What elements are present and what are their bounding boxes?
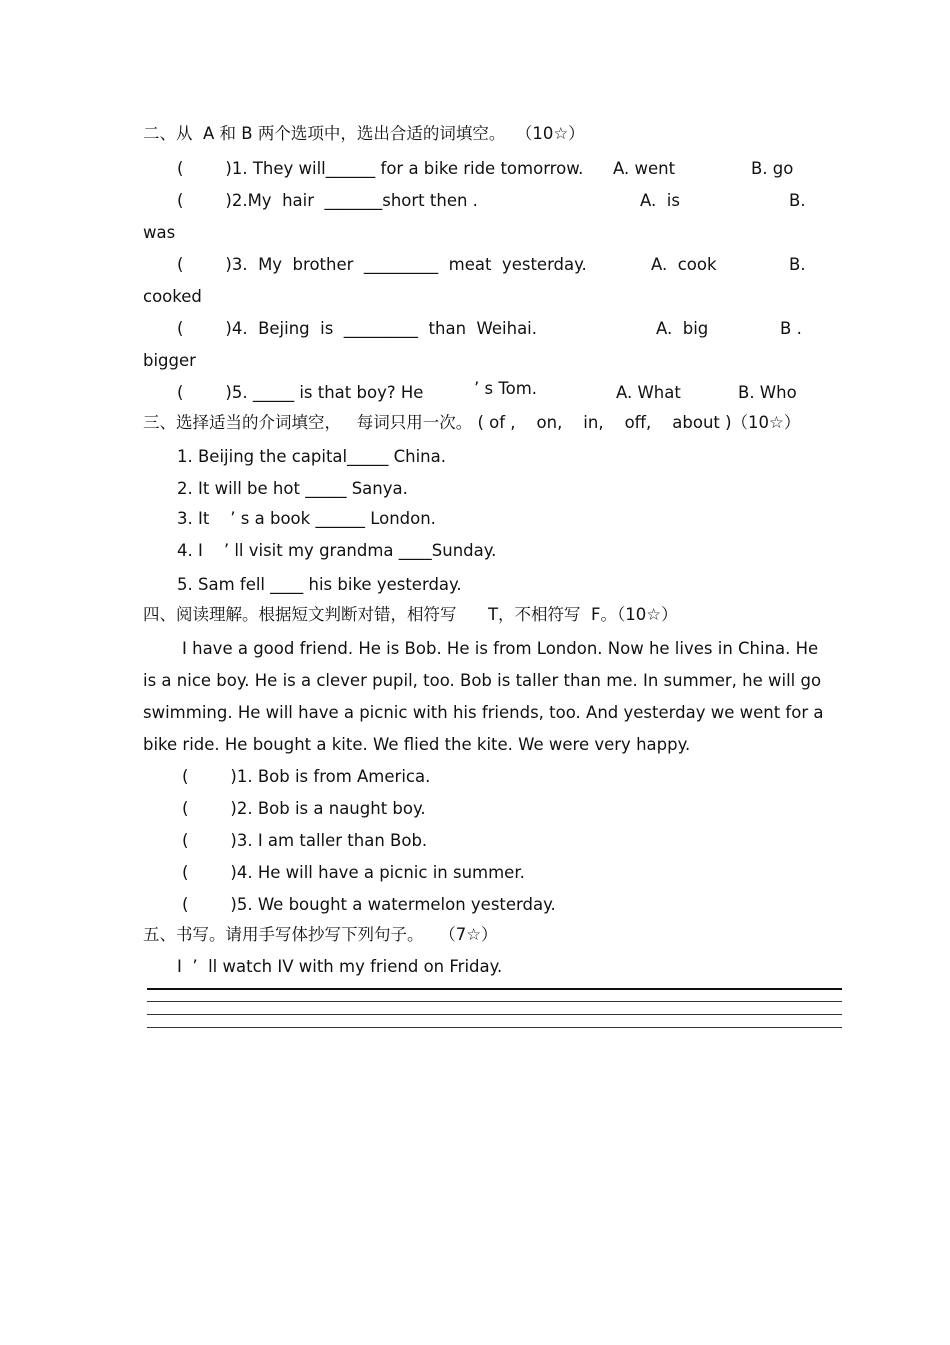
section4-question-2: ( )2. Bob is a naught boy. (182, 799, 426, 818)
section2-question-2: ( )2.My hair _______short then . (177, 191, 478, 210)
section3-item-1: 1. Beijing the capital_____ China. (177, 447, 446, 466)
section2-question-5-option-b: B. Who (738, 383, 797, 402)
section2-question-5-continuation: ’ s Tom. (474, 379, 538, 398)
section2-question-3-option-a: A. cook (651, 255, 717, 274)
section2-heading: 二、从 A 和 B 两个选项中，选出合适的词填空。 （10☆） (143, 124, 585, 143)
handwriting-line-upper (147, 1001, 842, 1002)
section4-question-1: ( )1. Bob is from America. (182, 767, 431, 786)
section4-question-5: ( )5. We bought a watermelon yesterday. (182, 895, 556, 914)
section2-question-4-option-a: A. big (656, 319, 709, 338)
reading-passage-line-4: bike ride. He bought a kite. We flied the kite. We were very happy. (143, 735, 691, 754)
section2-question-2-option-b: B. (789, 191, 806, 210)
reading-passage-line-3: swimming. He will have a picnic with his friends, too. And yesterday we went for a (143, 703, 824, 722)
section2-question-1-option-a: A. went (613, 159, 676, 178)
section3-heading: 三、选择适当的介词填空， 每词只用一次。 ( of , on, in, off, about )（10☆） (143, 413, 801, 432)
section2-question-2-option-b-wrap: was (143, 223, 176, 242)
section2-question-1: ( )1. They will______ for a bike ride tomorrow. (177, 159, 584, 178)
section5-copy-sentence: I ’ ll watch IV with my friend on Friday. (177, 957, 503, 976)
section2-question-4: ( )4. Bejing is _________ than Weihai. (177, 319, 538, 338)
handwriting-line-middle (147, 1014, 842, 1015)
section4-question-3: ( )3. I am taller than Bob. (182, 831, 428, 850)
section3-item-5: 5. Sam fell ____ his bike yesterday. (177, 575, 462, 594)
section3-item-2: 2. It will be hot _____ Sanya. (177, 479, 408, 498)
section5-heading: 五、书写。请用手写体抄写下列句子。 （7☆） (143, 925, 498, 944)
section3-item-3: 3. It ’ s a book ______ London. (177, 509, 436, 528)
section2-question-2-option-a: A. is (640, 191, 680, 210)
section4-heading: 四、阅读理解。根据短文判断对错，相符写 T，不相符写 F。（10☆） (143, 605, 678, 624)
handwriting-line-bottom (147, 1027, 842, 1028)
section2-question-3-option-b: B. (789, 255, 806, 274)
section2-question-3: ( )3. My brother _________ meat yesterday. (177, 255, 587, 274)
reading-passage-line-1: I have a good friend. He is Bob. He is from London. Now he lives in China. He (182, 639, 819, 658)
reading-passage-line-2: is a nice boy. He is a clever pupil, too. Bob is taller than me. In summer, he will go (143, 671, 822, 690)
section2-question-1-option-b: B. go (751, 159, 794, 178)
section2-question-3-option-b-wrap: cooked (143, 287, 202, 306)
section2-question-5-option-a: A. What (616, 383, 681, 402)
handwriting-line-top (147, 988, 842, 990)
section2-question-4-option-b-wrap: bigger (143, 351, 196, 370)
section4-question-4: ( )4. He will have a picnic in summer. (182, 863, 525, 882)
section3-item-4: 4. I ’ ll visit my grandma ____Sunday. (177, 541, 497, 560)
section2-question-5: ( )5. _____ is that boy? He (177, 383, 424, 402)
section2-question-4-option-b: B . (780, 319, 802, 338)
